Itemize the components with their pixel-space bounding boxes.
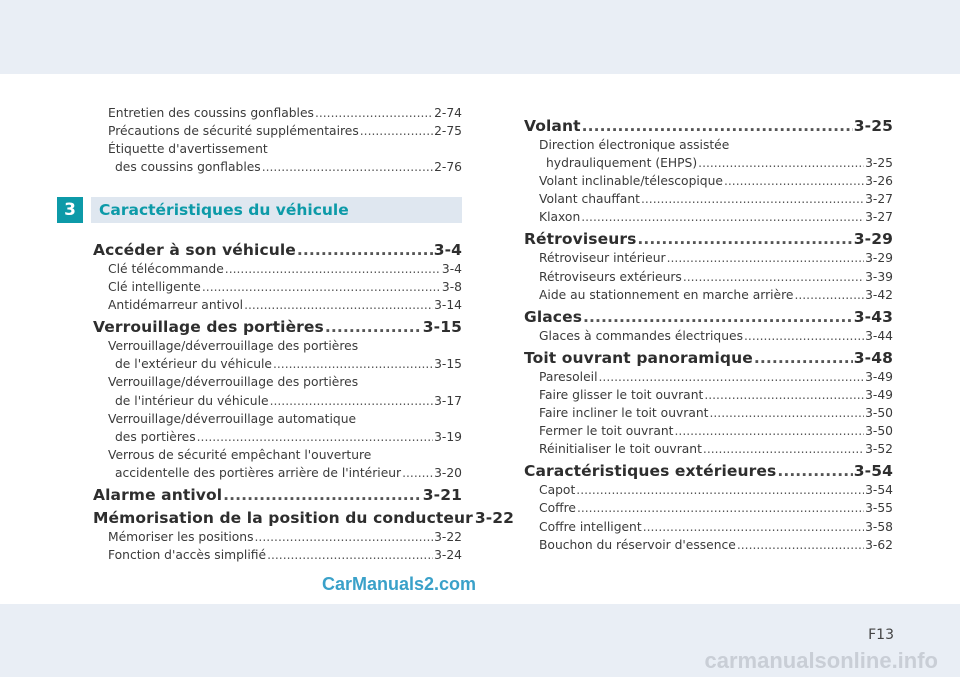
toc-entry-title: Aide au stationnement en marche arrière — [539, 287, 794, 302]
toc-entry[interactable] — [524, 536, 893, 554]
toc-page-number: 3-4 — [433, 241, 462, 259]
leader-dots — [244, 296, 433, 314]
toc-page-number: 3-39 — [865, 269, 893, 284]
toc-right — [524, 113, 893, 554]
toc-page-number: 3-24 — [434, 548, 462, 563]
toc-page-number: 3-25 — [865, 156, 893, 171]
toc-entry[interactable] — [524, 422, 893, 440]
leader-dots — [297, 241, 433, 260]
toc-entry-title-cont: hydrauliquement (EHPS) — [546, 156, 698, 171]
toc-entry-title: Étiquette d'avertissement — [108, 142, 268, 157]
leader-dots — [225, 260, 441, 278]
toc-page-number: 2-76 — [434, 160, 462, 175]
toc-entry[interactable] — [524, 190, 893, 208]
toc-entry[interactable] — [93, 104, 462, 122]
toc-page-number: 3-22 — [474, 509, 515, 528]
toc-entry[interactable] — [524, 208, 893, 226]
toc-page-number: 3-49 — [865, 369, 893, 384]
leader-dots — [698, 154, 864, 172]
toc-heading-title: Mémorisation de la position du conducteur — [93, 509, 473, 528]
toc-page-number: 3-17 — [434, 393, 462, 408]
leader-dots — [577, 499, 864, 517]
toc-entry-title-cont: des coussins gonflables — [115, 160, 261, 175]
toc-page-number: 3-4 — [441, 262, 462, 276]
toc-page-number: 3-14 — [434, 298, 462, 313]
leader-dots — [582, 117, 853, 136]
toc-entry[interactable] — [524, 327, 893, 345]
toc-page-number: 3-29 — [853, 230, 893, 249]
leader-dots — [667, 249, 864, 267]
watermark-logo: CarManuals2.com — [322, 574, 477, 594]
toc-entry-title: Clé télécommande — [108, 262, 224, 276]
header-band — [0, 0, 960, 74]
toc-entry[interactable] — [524, 481, 893, 499]
leader-dots — [270, 392, 434, 410]
toc-page-number: 3-44 — [865, 328, 893, 343]
toc-page-number: 3-8 — [441, 280, 462, 295]
toc-page-number: 3-54 — [853, 462, 893, 481]
toc-entry[interactable] — [93, 260, 462, 278]
toc-entry-title: Coffre — [539, 501, 576, 516]
toc-heading[interactable] — [93, 241, 462, 260]
toc-entry-title: Verrouillage/déverrouillage des portières — [108, 375, 359, 390]
toc-heading-title: Alarme antivol — [93, 486, 223, 505]
leader-dots — [643, 518, 864, 536]
toc-entry-title: Klaxon — [539, 210, 581, 225]
toc-page-number: 3-15 — [422, 318, 462, 337]
toc-heading[interactable] — [524, 117, 893, 136]
leader-dots — [737, 536, 864, 554]
toc-page-number: 3-26 — [865, 174, 893, 189]
leader-dots — [704, 386, 864, 404]
toc-entry[interactable] — [524, 440, 893, 458]
toc-entry-title: Précautions de sécurité supplémentaires — [108, 124, 359, 139]
toc-entry-title: Direction électronique assistée — [539, 138, 730, 152]
toc-entry-title: Paresoleil — [539, 369, 598, 384]
toc-heading-title: Verrouillage des portières — [93, 318, 324, 337]
toc-entry[interactable] — [524, 172, 893, 190]
toc-entry-title: Mémoriser les positions — [108, 530, 254, 545]
toc-heading-title: Glaces — [524, 307, 583, 326]
toc-page-number: 3-15 — [434, 357, 462, 372]
toc-entry[interactable] — [524, 499, 893, 517]
toc-page-number: 3-48 — [853, 348, 893, 367]
toc-left-top — [93, 104, 462, 176]
toc-entry[interactable] — [93, 373, 462, 409]
leader-dots — [262, 158, 433, 176]
toc-entry-title: Faire incliner le toit ouvrant — [539, 406, 709, 421]
leader-dots — [744, 327, 864, 345]
toc-entry-title: Rétroviseurs extérieurs — [539, 269, 682, 284]
toc-entry-title-cont: accidentelle des portières arrière de l'intérieur — [115, 465, 402, 480]
toc-page-number: 3-52 — [865, 442, 893, 457]
leader-dots — [637, 230, 852, 249]
toc-heading-title: Toit ouvrant panoramique — [524, 348, 753, 367]
leader-dots — [599, 368, 865, 386]
toc-entry-title: Rétroviseur intérieur — [539, 251, 666, 266]
toc-heading[interactable] — [93, 509, 515, 528]
toc-entry-title: Verrous de sécurité empêchant l'ouverture — [108, 447, 372, 462]
leader-dots — [273, 355, 433, 373]
toc-page-number: 3-21 — [422, 486, 462, 505]
toc-page-number: 3-49 — [865, 387, 893, 402]
toc-entry[interactable] — [93, 296, 462, 314]
toc-heading-title: Volant — [524, 117, 581, 135]
toc-heading[interactable] — [524, 308, 893, 327]
toc-entry-title: Coffre intelligent — [539, 519, 642, 534]
toc-heading[interactable] — [93, 486, 462, 505]
toc-page-number: 2-74 — [434, 106, 462, 120]
toc-page-number: 3-54 — [865, 483, 893, 498]
toc-entry[interactable] — [93, 546, 462, 564]
toc-entry[interactable] — [524, 404, 893, 422]
leader-dots — [703, 440, 864, 458]
leader-dots — [709, 404, 864, 422]
toc-page-number: 3-55 — [865, 501, 893, 516]
toc-entry-title: Antidémarreur antivol — [108, 298, 244, 313]
toc-entry[interactable] — [524, 518, 893, 536]
leader-dots — [754, 349, 853, 368]
toc-entry[interactable] — [93, 278, 462, 296]
toc-entry-title: Réinitialiser le toit ouvrant — [539, 442, 702, 457]
toc-entry[interactable] — [524, 249, 893, 267]
toc-heading-title: Accéder à son véhicule — [93, 241, 296, 259]
toc-entry-title: Fermer le toit ouvrant — [539, 424, 674, 439]
toc-page-number: 3-58 — [865, 519, 893, 534]
page-number: F13 — [868, 627, 894, 643]
toc-page-number: 3-22 — [434, 530, 462, 545]
toc-entry[interactable] — [93, 140, 462, 176]
toc-page-number: 3-50 — [865, 424, 893, 439]
leader-dots — [402, 464, 433, 482]
toc-entry-title: Fonction d'accès simplifié — [108, 548, 267, 563]
toc-entry[interactable] — [524, 136, 893, 172]
leader-dots — [315, 104, 433, 122]
toc-page-number: 2-75 — [434, 124, 462, 139]
toc-entry[interactable] — [524, 286, 893, 304]
toc-page-number: 3-19 — [434, 429, 462, 444]
toc-entry-title: Faire glisser le toit ouvrant — [539, 387, 704, 402]
toc-entry-title: Glaces à commandes électriques — [539, 328, 743, 343]
toc-entry-title: Verrouillage/déverrouillage des portières — [108, 339, 359, 354]
toc-left — [93, 237, 515, 564]
toc-entry-title: Clé intelligente — [108, 280, 201, 295]
toc-entry-title-cont: de l'intérieur du véhicule — [115, 393, 269, 408]
toc-heading-title: Caractéristiques extérieures — [524, 462, 777, 481]
toc-entry[interactable] — [93, 446, 462, 482]
leader-dots — [583, 308, 853, 327]
toc-page-number: 3-50 — [865, 406, 893, 421]
toc-entry[interactable] — [524, 368, 893, 386]
leader-dots — [255, 528, 434, 546]
toc-entry[interactable] — [93, 337, 462, 373]
leader-dots — [675, 422, 865, 440]
toc-entry-title: Verrouillage/déverrouillage automatique — [108, 411, 357, 426]
toc-entry[interactable] — [93, 528, 462, 546]
toc-entry[interactable] — [93, 410, 462, 446]
leader-dots — [724, 172, 864, 190]
leader-dots — [197, 428, 433, 446]
toc-heading[interactable] — [524, 349, 893, 368]
leader-dots — [576, 481, 864, 499]
section-number: 3 — [57, 197, 83, 223]
toc-entry[interactable] — [524, 386, 893, 404]
leader-dots — [777, 462, 852, 481]
section-title: Caractéristiques du véhicule — [91, 197, 462, 223]
toc-page-number: 3-25 — [853, 117, 893, 135]
toc-heading[interactable] — [524, 462, 893, 481]
toc-entry-title: Volant inclinable/télescopique — [539, 174, 723, 189]
toc-heading-title: Rétroviseurs — [524, 230, 637, 249]
leader-dots — [683, 268, 864, 286]
toc-page-number: 3-27 — [865, 192, 893, 207]
toc-entry[interactable] — [524, 268, 893, 286]
toc-page-number: 3-20 — [434, 465, 462, 480]
toc-page-number: 3-42 — [865, 287, 893, 302]
leader-dots — [202, 278, 441, 296]
toc-page-number: 3-62 — [865, 537, 893, 552]
section-heading — [57, 197, 462, 223]
toc-entry-title: Volant chauffant — [539, 192, 640, 207]
toc-entry-title-cont: de l'extérieur du véhicule — [115, 357, 272, 372]
leader-dots — [581, 208, 864, 226]
toc-heading[interactable] — [524, 230, 893, 249]
toc-page-number: 3-29 — [865, 251, 893, 266]
leader-dots — [360, 122, 433, 140]
footer-watermark: carmanualsonline.info — [704, 648, 938, 673]
toc-entry-title: Bouchon du réservoir d'essence — [539, 537, 736, 552]
toc-entry-title: Entretien des coussins gonflables — [108, 106, 314, 120]
toc-page-number: 3-27 — [865, 210, 893, 225]
leader-dots — [794, 286, 864, 304]
toc-entry-title: Capot — [539, 483, 576, 498]
leader-dots — [267, 546, 433, 564]
toc-entry-title-cont: des portières — [115, 429, 196, 444]
leader-dots — [223, 486, 422, 505]
toc-page-number: 3-43 — [853, 307, 893, 326]
toc-heading[interactable] — [93, 318, 462, 337]
toc-entry[interactable] — [93, 122, 462, 140]
leader-dots — [325, 318, 422, 337]
leader-dots — [641, 190, 864, 208]
